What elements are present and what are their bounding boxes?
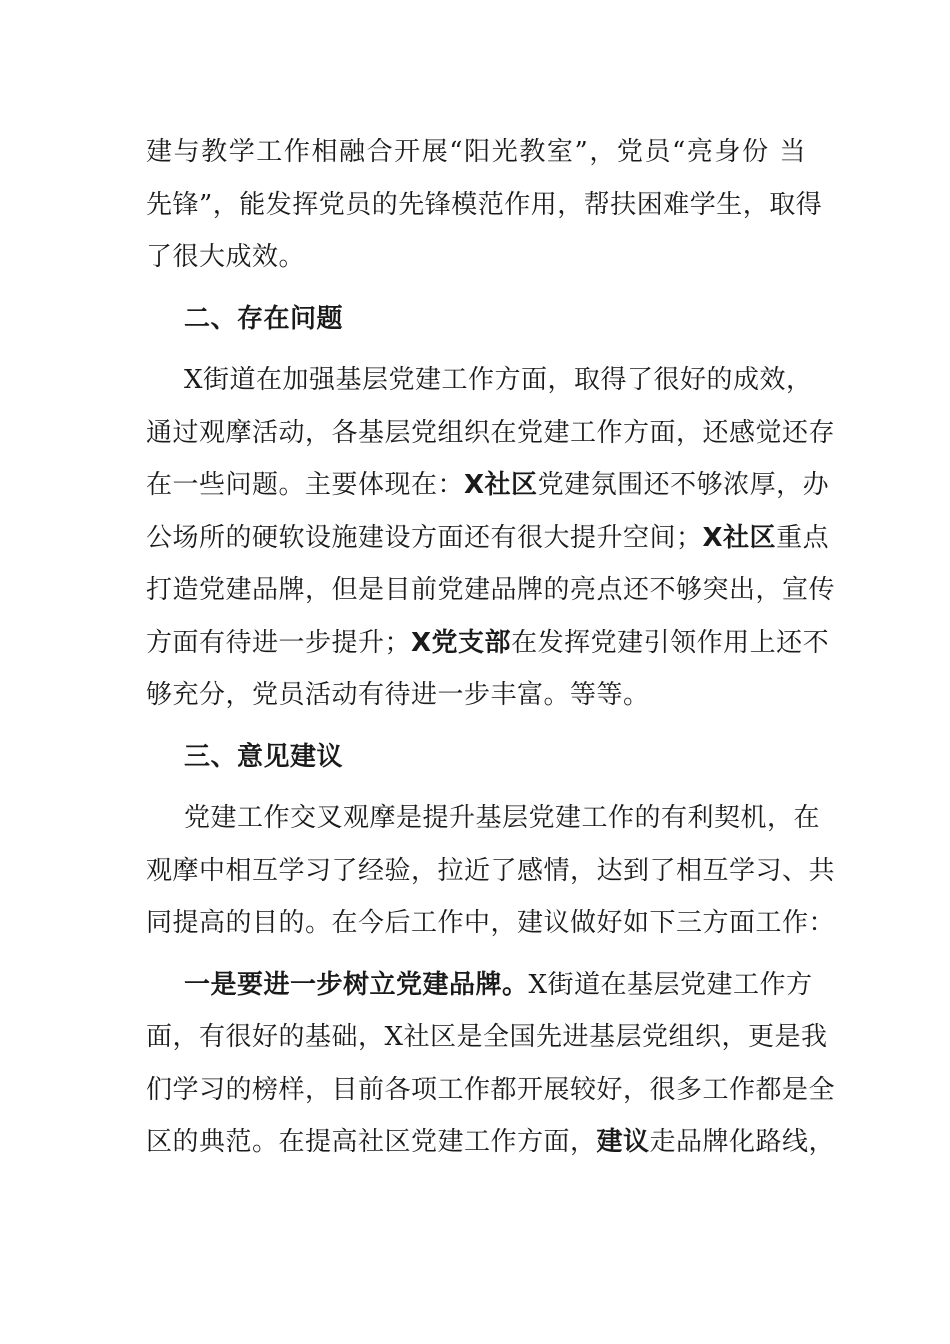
bold-phrase: 建议 xyxy=(596,1127,650,1157)
suggestions-line-2: 观摩中相互学习了经验，拉近了感情，达到了相互学习、共 xyxy=(146,855,836,886)
intro-line-1: 建与教学工作相融合开展“阳光教室”，党员“亮身份 当 xyxy=(146,137,806,167)
problems-line-5: 打造党建品牌，但是目前党建品牌的亮点还不够突出，宣传 xyxy=(146,575,836,605)
intro-line-3: 了很大成效。 xyxy=(146,242,306,272)
brand-line-1: 一是要进一步树立党建品牌。X街道在基层党建工作方 xyxy=(184,969,813,1000)
problems-line-4: 公场所的硬软设施建设方面还有很大提升空间；X社区重点 xyxy=(146,522,830,553)
problems-line-2: 通过观摩活动，各基层党组织在党建工作方面，还感觉还存 xyxy=(146,417,836,448)
document-body xyxy=(146,126,836,1169)
suggestions-line-3: 同提高的目的。在今后工作中，建议做好如下三方面工作： xyxy=(146,908,836,938)
brand-line-4: 区的典范。在提高社区党建工作方面，建议走品牌化路线， xyxy=(146,1127,836,1157)
brand-line-3: 们学习的榜样，目前各项工作都开展较好，很多工作都是全 xyxy=(146,1074,836,1105)
problems-line-7: 够充分，党员活动有待进一步丰富。等等。 xyxy=(146,680,650,710)
problems-line-3: 在一些问题。主要体现在：X社区党建氛围还不够浓厚，办 xyxy=(146,470,830,500)
brand-line-2: 面，有很好的基础，X社区是全国先进基层党组织，更是我 xyxy=(146,1022,828,1052)
bold-lead-sentence: 一是要进一步树立党建品牌。 xyxy=(184,969,529,1000)
intro-line-2: 先锋”，能发挥党员的先锋模范作用，帮扶困难学生，取得 xyxy=(146,189,823,220)
bold-phrase: X党支部 xyxy=(411,627,512,658)
problems-line-6: 方面有待进一步提升；X党支部在发挥党建引领作用上还不 xyxy=(146,627,830,658)
section-heading-problems: 二、存在问题 xyxy=(184,303,344,334)
problems-line-1: X街道在加强基层党建工作方面，取得了很好的成效， xyxy=(184,365,813,395)
bold-phrase: X社区 xyxy=(464,470,538,500)
suggestions-line-1: 党建工作交叉观摩是提升基层党建工作的有利契机，在 xyxy=(184,803,821,833)
section-heading-suggestions: 三、意见建议 xyxy=(184,741,344,772)
bold-phrase: X社区 xyxy=(702,522,777,553)
